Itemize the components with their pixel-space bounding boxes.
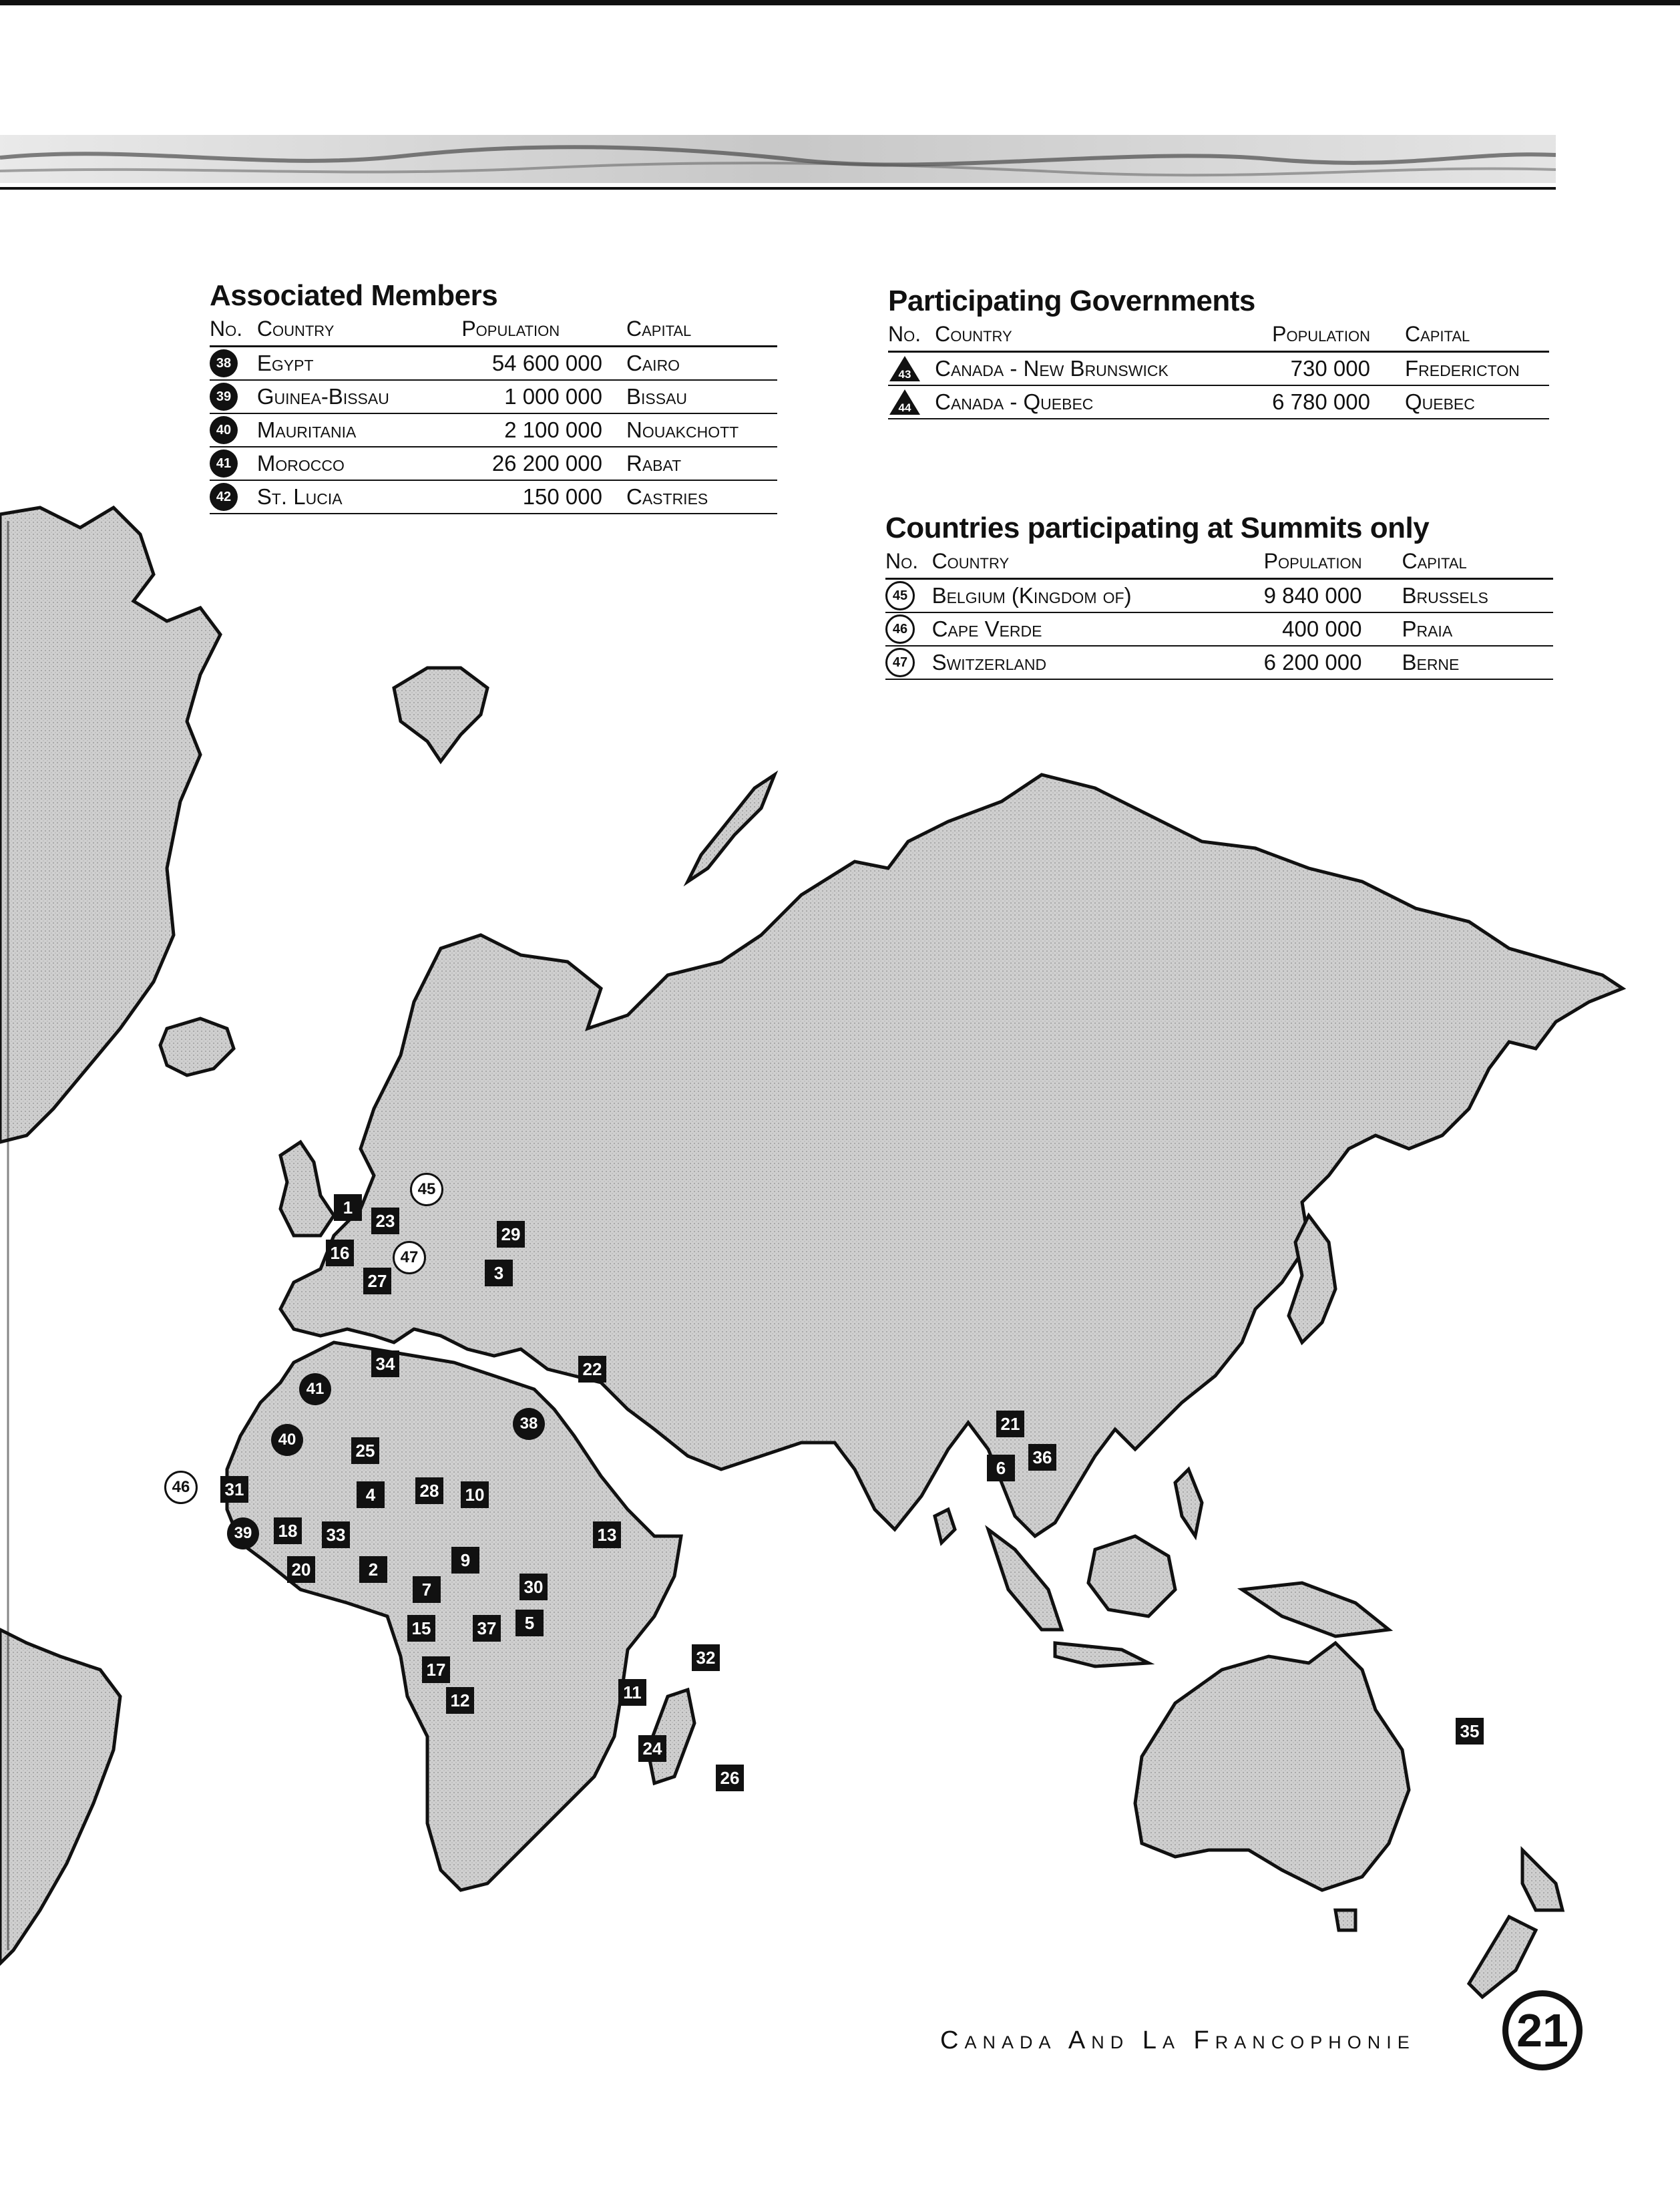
map-marker-10[interactable]: 10 [461,1481,489,1508]
header-no: No. [210,317,243,341]
map-marker-47[interactable]: 47 [393,1241,426,1274]
map-marker-30[interactable]: 30 [519,1574,548,1600]
country-name: Mauritania [256,417,357,442]
summit-countries-table [885,512,1553,680]
map-marker-40[interactable]: 40 [271,1424,303,1456]
capital-name: Rabat [626,451,682,476]
map-marker-5[interactable]: 5 [515,1610,544,1636]
footer-title: Canada And La Francophonie [940,2026,1416,2054]
svalbard-landmass [394,668,487,761]
triangle-number-icon [888,388,921,416]
page-number-badge: 21 [1502,1990,1583,2070]
population-value: 54 600 000 [491,351,602,375]
summit-number-badge: 46 [885,614,915,644]
header-country: Country [931,549,1010,573]
table-title: Participating Governments [888,285,1255,317]
new-zealand-landmass [1522,1850,1562,1910]
map-marker-20[interactable]: 20 [287,1556,315,1583]
map-marker-41[interactable]: 41 [299,1373,331,1405]
header-population: Population [1272,322,1370,346]
map-marker-28[interactable]: 28 [415,1477,443,1504]
table-header [885,549,1553,580]
map-marker-34[interactable]: 34 [371,1350,399,1377]
map-marker-9[interactable]: 9 [451,1547,479,1574]
map-marker-4[interactable]: 4 [357,1481,385,1508]
map-marker-24[interactable]: 24 [638,1735,666,1762]
table-title: Countries participating at Summits only [885,512,1430,544]
population-value: 1 000 000 [504,384,602,409]
table-row [885,647,1553,680]
table-row [888,386,1549,419]
sumatra-landmass [988,1529,1062,1630]
map-marker-45[interactable]: 45 [410,1173,443,1206]
population-value: 400 000 [1282,616,1362,641]
capital-name: Nouakchott [626,417,739,442]
population-value: 26 200 000 [491,451,602,476]
capital-name: Fredericton [1404,356,1520,381]
table-row [210,447,777,481]
header-population: Population [1263,549,1362,573]
table-row [888,353,1549,386]
map-marker-1[interactable]: 1 [334,1194,362,1221]
country-name: Egypt [256,351,314,375]
member-number-badge: 38 [210,349,238,377]
map-marker-35[interactable]: 35 [1456,1718,1484,1745]
table-title: Associated Members [210,279,498,312]
map-marker-21[interactable]: 21 [996,1411,1024,1437]
map-marker-33[interactable]: 33 [322,1521,350,1548]
header-no: No. [885,549,919,573]
british-isles-landmass [280,1142,334,1236]
map-marker-13[interactable]: 13 [593,1521,621,1548]
member-number-badge: 42 [210,483,238,511]
country-name: Canada - Quebec [935,389,1094,414]
capital-name: Brussels [1402,583,1488,608]
map-marker-25[interactable]: 25 [351,1437,379,1464]
map-marker-12[interactable]: 12 [446,1687,474,1714]
new-zealand-south-landmass [1469,1917,1536,1997]
member-number-badge: 40 [210,416,238,444]
map-marker-23[interactable]: 23 [371,1208,399,1234]
map-marker-46[interactable]: 46 [164,1471,198,1504]
map-marker-37[interactable]: 37 [473,1615,501,1642]
capital-name: Bissau [626,384,688,409]
capital-name: Quebec [1404,389,1475,414]
population-value: 6 780 000 [1272,389,1370,414]
population-value: 150 000 [522,484,602,509]
capital-name: Berne [1402,650,1460,675]
philippines-landmass [1175,1469,1202,1536]
map-marker-31[interactable]: 31 [220,1476,248,1503]
header-country: Country [935,322,1012,346]
new-guinea-landmass [1242,1583,1389,1636]
map-marker-22[interactable]: 22 [578,1356,606,1383]
map-marker-27[interactable]: 27 [363,1268,391,1294]
capital-name: Praia [1402,616,1453,641]
map-marker-7[interactable]: 7 [413,1576,441,1603]
map-marker-36[interactable]: 36 [1028,1444,1056,1471]
country-name: Guinea-Bissau [256,384,389,409]
header-capital: Capital [1404,322,1470,346]
map-marker-17[interactable]: 17 [422,1656,450,1683]
header-country: Country [256,317,335,341]
population-value: 6 200 000 [1263,650,1362,675]
population-value: 9 840 000 [1263,583,1362,608]
government-number: 43 [898,368,911,381]
map-marker-38[interactable]: 38 [513,1408,545,1440]
country-name: Belgium (Kingdom of) [931,583,1132,608]
table-row [210,381,777,414]
header-no: No. [888,322,921,346]
header-population: Population [461,317,560,341]
header-capital: Capital [626,317,692,341]
summit-number-badge: 45 [885,581,915,610]
capital-name: Castries [626,484,708,509]
novaya-zemlya-landmass [688,775,775,882]
country-name: St. Lucia [256,484,343,509]
map-marker-3[interactable]: 3 [485,1260,513,1286]
table-header [888,322,1549,353]
australia-landmass [1135,1643,1409,1890]
map-marker-18[interactable]: 18 [274,1517,302,1544]
member-number-badge: 41 [210,449,238,478]
population-value: 2 100 000 [504,417,602,442]
table-row [210,481,777,514]
map-marker-15[interactable]: 15 [407,1615,435,1642]
table-row [210,347,777,381]
table-header [210,317,777,347]
participating-governments-table [888,285,1549,419]
member-number-badge: 39 [210,383,238,411]
south-america-landmass [0,1630,120,1964]
table-row [210,414,777,447]
country-name: Morocco [256,451,345,476]
map-marker-29[interactable]: 29 [497,1221,525,1248]
capital-name: Cairo [626,351,680,375]
iceland-landmass [160,1019,234,1075]
map-marker-39[interactable]: 39 [227,1517,259,1549]
country-name: Cape Verde [931,616,1042,641]
map-marker-26[interactable]: 26 [716,1765,744,1791]
sri-lanka-landmass [935,1509,955,1543]
header-capital: Capital [1402,549,1467,573]
map-marker-11[interactable]: 11 [618,1679,646,1706]
triangle-number-icon [888,355,921,383]
associated-members-table [210,279,777,514]
table-row [885,580,1553,613]
tasmania-landmass [1335,1910,1355,1930]
map-marker-16[interactable]: 16 [326,1240,354,1266]
map-marker-6[interactable]: 6 [987,1455,1015,1481]
map-marker-2[interactable]: 2 [359,1556,387,1583]
summit-number-badge: 47 [885,648,915,677]
country-name: Switzerland [931,650,1047,675]
borneo-landmass [1088,1536,1175,1616]
population-value: 730 000 [1290,356,1370,381]
africa-landmass [227,1342,681,1890]
country-name: Canada - New Brunswick [935,356,1169,381]
java-landmass [1055,1643,1148,1666]
table-row [885,613,1553,647]
government-number: 44 [898,401,911,414]
map-marker-32[interactable]: 32 [692,1644,720,1671]
